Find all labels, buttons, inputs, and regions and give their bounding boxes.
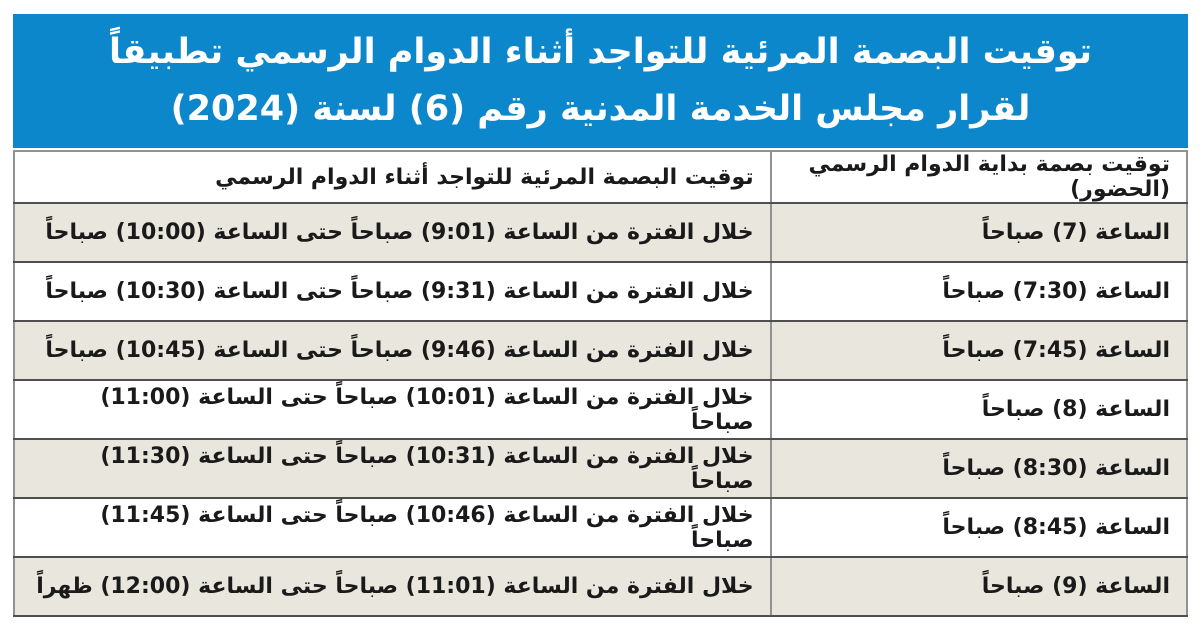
cell-start-time: الساعة (9) صباحاً: [771, 557, 1187, 616]
cell-start-time: الساعة (7:45) صباحاً: [771, 321, 1187, 380]
cell-visible-period: خلال الفترة من الساعة (10:31) صباحاً حتى الساعة (11:30) صباحاً: [14, 439, 771, 498]
table-row: [14, 439, 1187, 498]
title-banner: [13, 14, 1188, 148]
table-row: [14, 498, 1187, 557]
cell-visible-period: خلال الفترة من الساعة (11:01) صباحاً حتى الساعة (12:00) ظهراً: [14, 557, 771, 616]
table-row: [14, 380, 1187, 439]
table-row: [14, 557, 1187, 616]
cell-start-time: الساعة (8) صباحاً: [771, 380, 1187, 439]
cell-start-time: الساعة (8:45) صباحاً: [771, 498, 1187, 557]
cell-start-time: الساعة (8:30) صباحاً: [771, 439, 1187, 498]
table-header-row: [14, 151, 1187, 203]
column-header-visible-fingerprint: توقيت البصمة المرئية للتواجد أثناء الدوام الرسمي: [14, 151, 771, 203]
cell-visible-period: خلال الفترة من الساعة (9:01) صباحاً حتى الساعة (10:00) صباحاً: [14, 203, 771, 262]
title-line-1: توقيت البصمة المرئية للتواجد أثناء الدوام الرسمي تطبيقاً: [109, 32, 1092, 73]
cell-start-time: الساعة (7) صباحاً: [771, 203, 1187, 262]
table-row: [14, 203, 1187, 262]
cell-visible-period: خلال الفترة من الساعة (9:31) صباحاً حتى الساعة (10:30) صباحاً: [14, 262, 771, 321]
cell-visible-period: خلال الفترة من الساعة (10:01) صباحاً حتى الساعة (11:00) صباحاً: [14, 380, 771, 439]
fingerprint-timings-table: [13, 150, 1188, 617]
table-row: [14, 262, 1187, 321]
column-header-attendance-fingerprint: توقيت بصمة بداية الدوام الرسمي (الحضور): [771, 151, 1187, 203]
table-row: [14, 321, 1187, 380]
cell-visible-period: خلال الفترة من الساعة (9:46) صباحاً حتى الساعة (10:45) صباحاً: [14, 321, 771, 380]
cell-visible-period: خلال الفترة من الساعة (10:46) صباحاً حتى الساعة (11:45) صباحاً: [14, 498, 771, 557]
title-line-2: لقرار مجلس الخدمة المدنية رقم (6) لسنة (2024): [170, 89, 1031, 129]
cell-start-time: الساعة (7:30) صباحاً: [771, 262, 1187, 321]
